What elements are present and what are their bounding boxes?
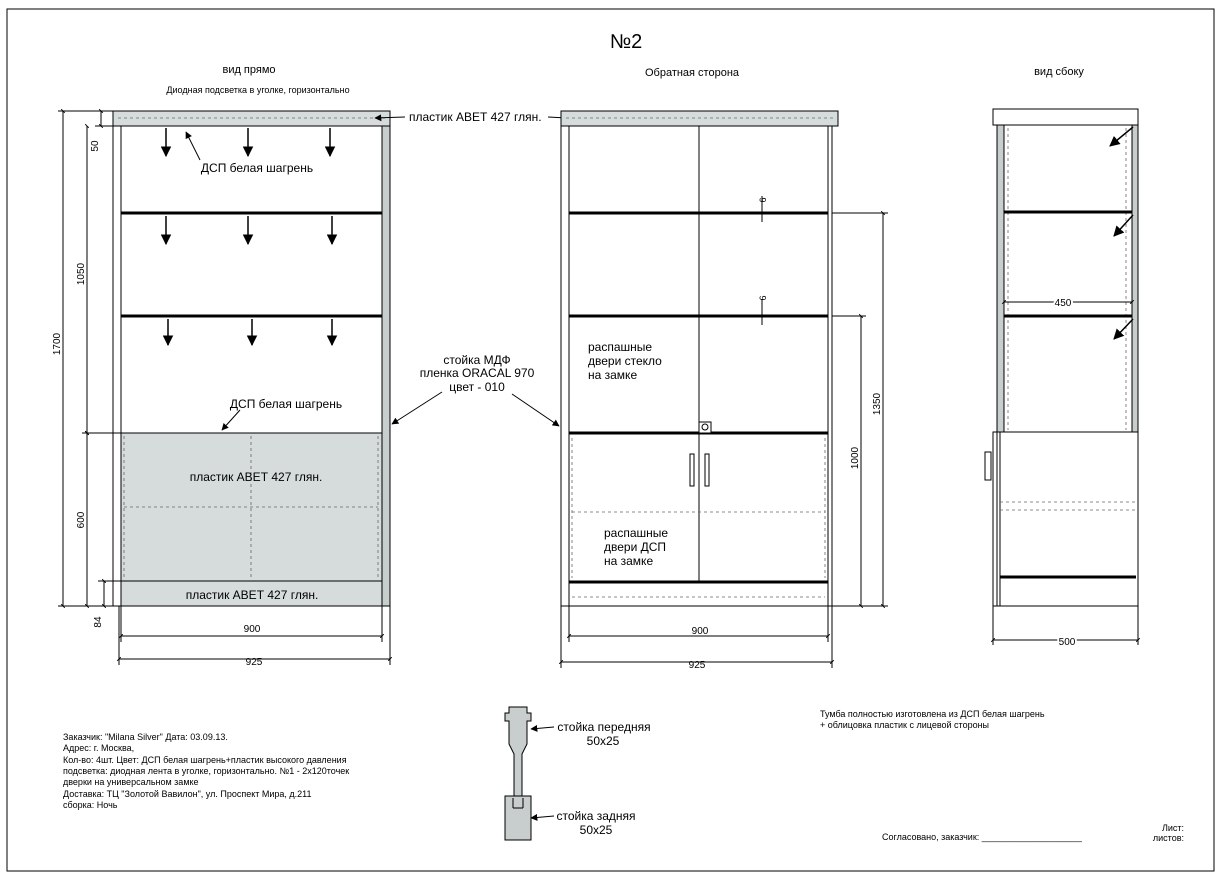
- back-handle-right: [705, 454, 709, 486]
- dim-back-1000: 1000: [850, 446, 861, 470]
- order-line-7: сборка: Ночь: [63, 800, 118, 810]
- sheet-label: Лист:: [1161, 823, 1184, 833]
- rear-post-profile: [505, 796, 531, 840]
- glass-doors-line-1: распашные: [588, 340, 653, 354]
- order-line-2: Адрес: г. Москва,: [63, 743, 135, 753]
- front-right-post: [382, 126, 390, 606]
- dim-front-top: 50: [90, 140, 101, 152]
- dsp-doors-line-3: на замке: [604, 554, 654, 568]
- side-top-panel: [993, 109, 1138, 125]
- glass-doors-line-3: на замке: [588, 368, 638, 382]
- view-side-caption: вид сбоку: [1034, 66, 1084, 78]
- front-top-panel: [113, 111, 390, 126]
- back-view: [561, 111, 888, 671]
- post-profiles: [505, 707, 651, 840]
- dsp-doors-line-2: двери ДСП: [604, 540, 667, 554]
- order-line-6: Доставка: ТЦ "Золотой Вавилон", ул. Проспект Мира, д.211: [63, 789, 312, 799]
- front-cabinet-label: пластик АВЕТ 427 глян.: [189, 470, 323, 484]
- back-top-panel: [561, 111, 838, 126]
- front-post-profile: [505, 707, 531, 800]
- glass-doors-line-2: двери стекло: [588, 354, 662, 368]
- side-rear-post: [1132, 125, 1138, 432]
- rear-post-label-2: 50х25: [579, 823, 613, 837]
- post-label-line-2: пленка ORACAL 970: [419, 366, 535, 380]
- front-left-post: [113, 126, 121, 606]
- dim-back-width-inner: 900: [691, 626, 709, 637]
- front-post-label-1: стойка передняя: [557, 720, 651, 734]
- rear-post-label-1: стойка задняя: [556, 809, 636, 823]
- order-line-1: Заказчик: "Milana Silver" Дата: 03.09.13.: [63, 732, 228, 742]
- dim-back-1350: 1350: [872, 392, 883, 416]
- dim-side-depth-inner: 450: [1054, 298, 1072, 309]
- front-view: [52, 110, 567, 668]
- side-cabinet: [993, 432, 1138, 606]
- front-shelf-label-1: ДСП белая шагрень: [200, 161, 314, 175]
- dim-back-shelf-gap-2: 6: [758, 295, 768, 301]
- dim-back-shelf-gap-1: 6: [758, 197, 768, 203]
- order-info: [63, 732, 349, 810]
- dim-front-width-inner: 900: [243, 624, 261, 635]
- view-front-caption: вид прямо: [222, 64, 276, 76]
- dsp-doors-line-1: распашные: [604, 526, 669, 540]
- front-plinth-label: пластик АВЕТ 427 глян.: [185, 588, 319, 602]
- order-line-3: Кол-во: 4шт. Цвет: ДСП белая шагрень+пластик высокого давления: [63, 755, 347, 765]
- order-line-4: подсветка: диодная лента в уголке, горизонтально. №1 - 2х120точек: [63, 766, 350, 776]
- back-left-post: [561, 126, 569, 606]
- cabinet-note-line-1: Тумба полностью изготовлена из ДСП белая шагрень: [820, 709, 1045, 719]
- post-label-line-1: стойка МДФ: [443, 353, 511, 367]
- top-panel-label: пластик АВЕТ 427 глян.: [409, 110, 542, 124]
- front-shelf-label-2: ДСП белая шагрень: [229, 397, 343, 411]
- back-right-post: [828, 126, 832, 606]
- dim-back-width-outer: 925: [688, 660, 706, 671]
- dim-front-cabinet: 600: [76, 511, 87, 529]
- back-handle-left: [690, 454, 694, 486]
- dim-side-depth-outer: 500: [1058, 637, 1076, 648]
- drawing-title: №2: [609, 31, 643, 53]
- dim-front-width-outer: 925: [245, 657, 263, 668]
- front-post-label-2: 50х25: [586, 734, 620, 748]
- led-note: Диодная подсветка в уголке, горизонтально: [166, 85, 350, 95]
- cabinet-note-line-2: + облицовка пластик с лицевой стороны: [820, 720, 990, 730]
- sheets-label: листов:: [1152, 833, 1184, 843]
- post-label-line-3: цвет - 010: [449, 380, 505, 394]
- view-back-caption: Обратная сторона: [644, 67, 740, 79]
- dim-front-plinth: 84: [93, 616, 104, 628]
- side-handle: [985, 452, 991, 480]
- side-view: [985, 109, 1138, 648]
- side-front-post: [997, 125, 1004, 432]
- dim-front-height-total: 1700: [52, 332, 63, 356]
- order-line-5: дверки на универсальном замке: [63, 777, 199, 787]
- approval-line: Согласовано, заказчик: ____________________: [882, 832, 1082, 842]
- dim-front-upper: 1050: [76, 262, 87, 286]
